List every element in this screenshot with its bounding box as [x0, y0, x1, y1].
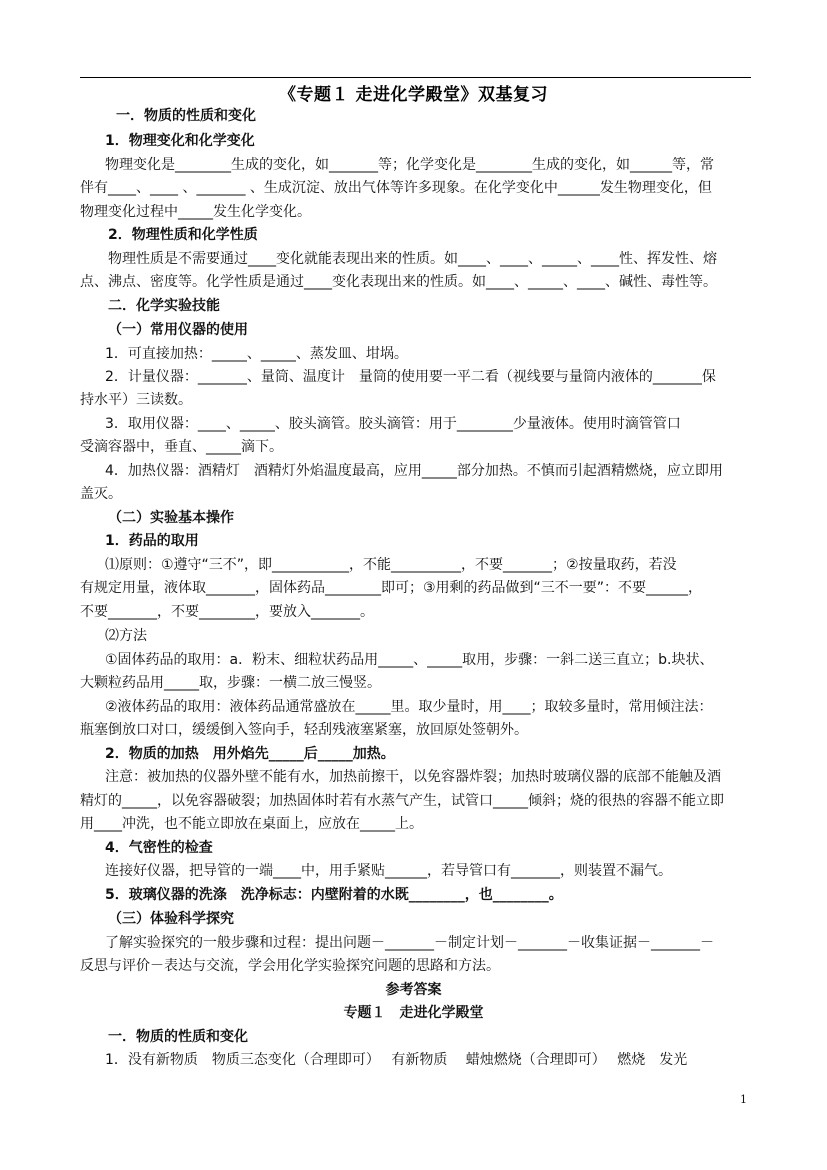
paragraph-line: 有规定用量，液体取_______，固体药品________即可；③用剩的药品做到“三不一要”：不要______，: [80, 580, 703, 596]
heading-instruments: （一）常用仪器的使用: [108, 322, 248, 338]
paragraph-line: 反思与评价－表达与交流，学会用化学实验探究问题的思路和方法。: [80, 958, 500, 974]
paragraph-line: 物理变化是________生成的变化，如_______等；化学变化是________生成的变化，如______等，常: [105, 157, 714, 173]
paragraph-line: 点、沸点、密度等。化学性质是通过____变化表现出来的性质。如____、_____、____、碱性、毒性等。: [80, 274, 717, 290]
paragraph-line: 4．加热仪器：酒精灯 酒精灯外焰温度最高，应用_____部分加热。不慎而引起酒精燃烧，应立即用: [105, 463, 723, 479]
answers-heading: 参考答案: [385, 982, 442, 998]
paragraph-line: 3．取用仪器：____、_____、胶头滴管。胶头滴管：用于________少量液体。使用时滴管管口: [105, 416, 681, 432]
paragraph-line: ①固体药品的取用：a．粉末、细粒状药品用_____、_____取用，步骤：一斜二送三直立；b.块状、: [105, 652, 714, 668]
paragraph-line: 精灯的_____，以免容器破裂；加热固体时若有水蒸气产生，试管口_____倾斜；烧的很热的容器不能立即: [80, 793, 724, 809]
paragraph-line: 持水平）三读数。: [80, 392, 192, 408]
paragraph-line: ⑵方法: [105, 628, 147, 644]
heading-heating: 2．物质的加热 用外焰先_____后_____加热。: [105, 746, 395, 762]
paragraph-line: ②液体药品的取用：液体药品通常盛放在_____里。取少量时，用____；取较多量时，常用倾注法：: [105, 699, 713, 715]
paragraph-line: 大颗粒药品用_____取，步骤：一横二放三慢竖。: [80, 675, 381, 691]
page-number: 1: [740, 1093, 747, 1106]
paragraph-line: 伴有____、____ 、_______ 、生成沉淀、放出气体等许多现象。在化学变化中______发生物理变化，但: [80, 180, 712, 196]
heading-physical-chemical-property: 2．物理性质和化学性质: [108, 227, 258, 243]
paragraph-line: 2．计量仪器：_______、量筒、温度计 量筒的使用要一平二看（视线要与量筒内液体的_______保: [105, 369, 716, 385]
paragraph-line: 了解实验探究的一般步骤和过程：提出问题－_______－制定计划－_______－收集证据－_______－: [105, 935, 714, 951]
paragraph-line: ⑴原则：①遵守“三不”，即___________，不能__________，不要_______；②按量取药，若没: [105, 557, 677, 573]
paragraph-line: 用____冲洗，也不能立即放在桌面上，应放在_____上。: [80, 816, 423, 832]
heading-section-1: 一．物质的性质和变化: [116, 108, 256, 124]
heading-taking-reagents: 1．药品的取用: [105, 533, 199, 549]
heading-basic-operations: （二）实验基本操作: [108, 510, 234, 526]
answer-line: 1．没有新物质 物质三态变化（合理即可） 有新物质 蜡烛燃烧（合理即可） 燃烧 发光: [105, 1052, 688, 1068]
heading-glassware-washing: 5．玻璃仪器的洗涤 洗净标志：内壁附着的水既________，也________。: [105, 887, 563, 903]
heading-physical-chemical-change: 1．物理变化和化学变化: [105, 133, 255, 149]
heading-airtightness: 4．气密性的检查: [105, 840, 213, 856]
paragraph-line: 物理变化过程中_____发生化学变化。: [80, 204, 311, 220]
paragraph-line: 盖灭。: [80, 486, 122, 502]
paragraph-line: 受滴容器中，垂直、_____滴下。: [80, 439, 283, 455]
heading-scientific-inquiry: （三）体验科学探究: [108, 911, 234, 927]
header-rule: [80, 77, 751, 78]
paragraph-line: 1．可直接加热：_____、_____、蒸发皿、坩埚。: [105, 346, 408, 362]
paragraph-line: 连接好仪器，把导管的一端____中，用手紧贴______，若导管口有_______，则装置不漏气。: [105, 863, 672, 879]
paragraph-line: 不要_______，不要________，要放入_______。: [80, 604, 374, 620]
paragraph-line: 瓶塞倒放口对口，缓缓倒入签向手，轻刮残液塞紧塞，放回原处签朝外。: [80, 722, 528, 738]
answers-subheading: 专题１ 走进化学殿堂: [343, 1005, 484, 1021]
paragraph-line: 物理性质是不需要通过____变化就能表现出来的性质。如____、____、_____、____性、挥发性、熔: [108, 251, 717, 267]
heading-section-2: 二．化学实验技能: [108, 298, 220, 314]
document-title: 《专题１ 走进化学殿堂》双基复习: [279, 85, 548, 105]
paragraph-line: 注意：被加热的仪器外壁不能有水，加热前擦干，以免容器炸裂；加热时玻璃仪器的底部不能触及酒: [105, 769, 721, 785]
answers-section-1: 一．物质的性质和变化: [108, 1029, 248, 1045]
